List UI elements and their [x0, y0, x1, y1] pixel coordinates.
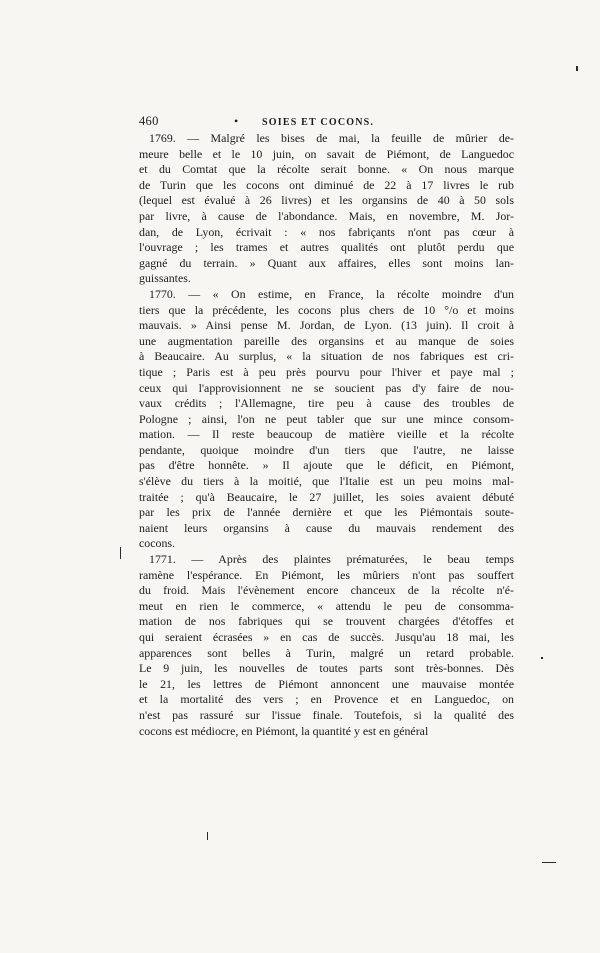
paragraph [139, 552, 514, 739]
text-line: l'ouvrage ; les trames et autres qualités ont plutôt perdu que [139, 240, 514, 255]
text-line: 1769. — Malgré les bises de mai, la feuille de mûrier de- [149, 131, 514, 145]
print-speck [541, 657, 543, 659]
print-speck [120, 547, 121, 559]
text-line: Pologne ; ainsi, l'on ne peut tabler que sur une mince consom- [139, 411, 514, 426]
text-line: n'est pas rassuré sur l'issue finale. Toutefois, si la qualité des [139, 707, 514, 722]
text-line: à Beaucaire. Au surplus, « la situation de nos fabriques est cri- [139, 349, 514, 364]
text-line: guissantes. [139, 271, 191, 286]
text-line: mation de nos fabriques qui se trouvent chargées d'étoffes et [139, 614, 514, 629]
text-line: tiers que la précédente, les cocons plus chers de 10 °/o et moins [139, 302, 514, 317]
text-line: mauvais. » Ainsi pense M. Jordan, de Lyon. (13 juin). Il croit à [139, 318, 514, 333]
print-speck [207, 832, 208, 840]
print-speck [542, 862, 556, 863]
header-ornament: • [234, 114, 239, 128]
text-line: mation. — Il reste beaucoup de matière vieille et la récolte [139, 427, 514, 442]
text-line: pas d'être honnête. » Il ajoute que le déficit, en Piémont, [139, 458, 514, 473]
running-title: SOIES ET COCONS. [262, 117, 375, 128]
text-line: et la mortalité des vers ; en Provence et en Languedoc, on [139, 692, 514, 707]
body-text [139, 131, 514, 739]
text-line: une augmentation pareille des organsins et au manque de soies [139, 333, 514, 348]
text-line: tique ; Paris est à peu près pourvu pour l'hiver et paye mal ; [139, 364, 514, 379]
page-header [139, 114, 514, 131]
text-line: traitée ; qu'à Beaucaire, le 27 juillet, les soies avaient débuté [139, 489, 514, 504]
text-line: naient leurs organsins à cause du mauvais rendement des [139, 520, 514, 535]
text-line: gagné du terrain. » Quant aux affaires, elles sont moins lan- [139, 255, 514, 270]
text-line: du froid. Mais l'évènement encore chanceux de la récolte n'é- [139, 583, 514, 598]
text-line: qui seraient écrasées » en cas de succès. Jusqu'au 18 mai, les [139, 630, 514, 644]
text-line: cocons est médiocre, en Piémont, la quantité y est en général [139, 723, 429, 738]
text-line: de Turin que les cocons ont diminué de 22 à 17 livres le rub [139, 177, 514, 192]
paragraph [139, 131, 514, 287]
text-line: le 21, les lettres de Piémont annoncent une mauvaise montée [139, 676, 514, 691]
text-line: cocons. [139, 536, 175, 551]
text-line: 1770. — « On estime, en France, la récolte moindre d'un [149, 286, 514, 301]
text-line: ramène l'espérance. En Piémont, les mûriers n'ont pas souffert [139, 567, 514, 582]
text-line: et du Comtat que la récolte serait bonne. « On nous marque [139, 162, 514, 177]
text-line: (lequel est évalué à 26 livres) et les organsins de 40 à 50 sols [139, 193, 514, 208]
text-line: ceux qui l'approvisionnent ne se soucient pas d'y faire de nou- [139, 380, 514, 395]
page-number: 460 [139, 114, 159, 128]
text-line: meut en rien le commerce, « attendu le peu de consomma- [139, 598, 514, 613]
text-line: Le 9 juin, les nouvelles de toutes parts sont très-bonnes. Dès [139, 661, 514, 676]
print-speck [576, 66, 578, 71]
text-line: dan, de Lyon, écrivait : « nos fabriçants n'ont pas cœur à [139, 224, 514, 239]
text-line: vaux crédits ; l'Allemagne, tire peu à cause des troubles de [139, 396, 514, 411]
paragraph [139, 287, 514, 552]
text-line: pendante, quoique moindre d'un tiers que l'autre, ne laisse [139, 442, 514, 457]
text-line: meure belle et le 10 juin, on savait de Piémont, de Languedoc [139, 146, 514, 161]
text-line: apparences sont belles à Turin, malgré un retard probable. [139, 645, 514, 660]
book-page [139, 114, 514, 739]
text-line: par livre, à cause de l'abondance. Mais, en novembre, M. Jor- [139, 208, 514, 223]
text-line: par les prix de l'année dernière et que les Piémontais soute- [139, 505, 514, 520]
text-line: 1771. — Après des plaintes prématurées, le beau temps [149, 552, 514, 567]
text-line: s'élève du tiers à la moitié, que l'Italie est un peu moins mal- [139, 474, 514, 489]
